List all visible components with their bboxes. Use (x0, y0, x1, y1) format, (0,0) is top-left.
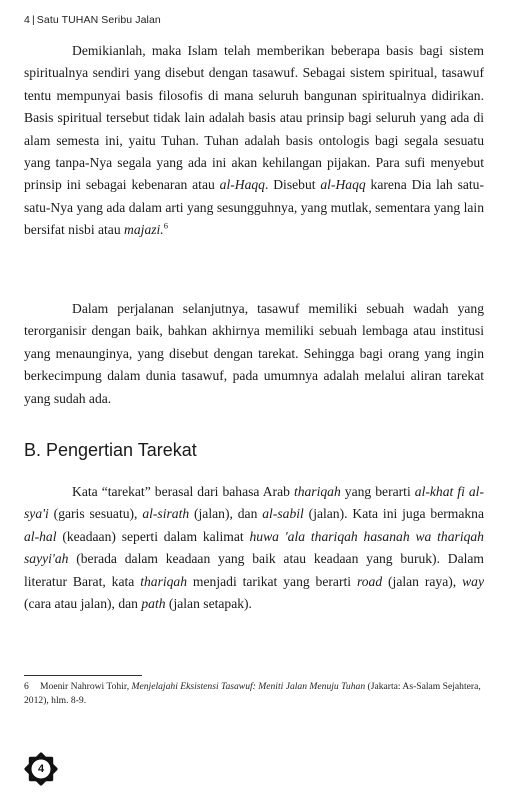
text-run: (jalan). Kata ini juga bermakna (303, 506, 485, 522)
page-number-badge (22, 750, 60, 788)
running-head-separator: | (31, 14, 35, 26)
italic-term: al-sirath (142, 506, 190, 522)
italic-term: thariqah (140, 573, 188, 589)
text-run: Kata “tarekat” berasal dari bahasa Arab (72, 484, 294, 499)
text-run: . Disebut (264, 177, 321, 193)
running-head (24, 14, 161, 26)
paragraph-2 (24, 298, 484, 410)
italic-term: path (141, 596, 166, 612)
footnote (24, 680, 484, 708)
text-run: (garis sesuatu), (48, 506, 143, 522)
paragraph-1 (24, 40, 484, 242)
footnote-divider (24, 675, 142, 676)
text-run: menjadi tarikat yang berarti (187, 573, 357, 589)
italic-term: Menjelajahi Eksistensi Tasawuf: Meniti Jalan Menuju Tuhan (131, 681, 366, 692)
text-run: Dalam perjalanan selanjutnya, tasawuf memiliki sebuah wadah yang terorganisir dengan baik, bahkan akhirnya memiliki sebuah lembaga atau institusi yang menaunginya, yang disebut dengan tarekat. Sehingga bagi orang yang ingin berkecimpung dalam dunia tasawuf, pada umumnya adalah melalui aliran tarekat yang sudah ada. (24, 301, 484, 406)
italic-term: majazi. (124, 222, 164, 238)
italic-term: way (462, 573, 484, 589)
italic-term: huwa 'ala thariqah hasanah wa thariqah sayyi'ah (24, 528, 484, 567)
section-heading: B. Pengertian Tarekat (24, 440, 197, 460)
italic-term: al-sabil (262, 506, 304, 522)
footnote-text (24, 681, 481, 706)
text-run: yang berarti (340, 484, 415, 499)
italic-term: al-khat fi al-sya'i (24, 484, 484, 522)
running-head-book-title: Satu TUHAN Seribu Jalan (36, 14, 161, 26)
italic-term: al-hal (24, 528, 57, 544)
italic-term: road (356, 573, 383, 589)
italic-term: thariqah (293, 484, 341, 499)
italic-term: al-Haqq (320, 177, 366, 193)
text-run: (keadaan) seperti dalam kalimat (56, 528, 250, 544)
footnote-number: 6 (24, 681, 29, 692)
text-run: Demikianlah, maka Islam telah memberikan beberapa basis bagi sistem spiritualnya sendiri yang disebut dengan tasawuf. Sebagai sistem spiritual, tasawuf tentu mempunyai basis filosofis di mana seluruh bangunan spiritualnya didirikan. Basis spiritual tersebut tidak lain adalah basis atau prinsip bagi seluruh yang ada di alam semesta ini, yaitu Tuhan. Tuhan adalah basis ontologis bagi segala sesuatu yang tanpa-Nya segala yang ada ini akan kehilangan pijakan. Para sufi menyebut prinsip ini sebagai kebenaran atau (24, 43, 484, 193)
text-run: (cara atau jalan), dan (24, 596, 142, 612)
text-run: (berada dalam keadaan yang baik atau keadaan yang buruk). Dalam literatur Barat, kata (24, 551, 484, 589)
text-run: (jalan raya), (382, 573, 463, 589)
footnote-reference: 6 (163, 220, 168, 231)
text-run: karena Dia lah satu-satu-Nya yang ada dalam arti yang sesungguhnya, yang mutlak, sementara yang lain bersifat nisbi atau (24, 177, 484, 238)
text-run: (jalan setapak). (165, 596, 252, 612)
text-run: Moenir Nahrowi Tohir, (40, 681, 132, 692)
text-run: (Jakarta: As-Salam Sejahtera, 2012), hlm. 8-9. (24, 681, 481, 706)
text-run: (jalan), dan (189, 506, 263, 522)
italic-term: al-Haqq (219, 177, 265, 193)
paragraph-3 (24, 481, 484, 615)
page-number: 4 (37, 763, 45, 775)
running-head-page-number: 4 (24, 14, 30, 26)
